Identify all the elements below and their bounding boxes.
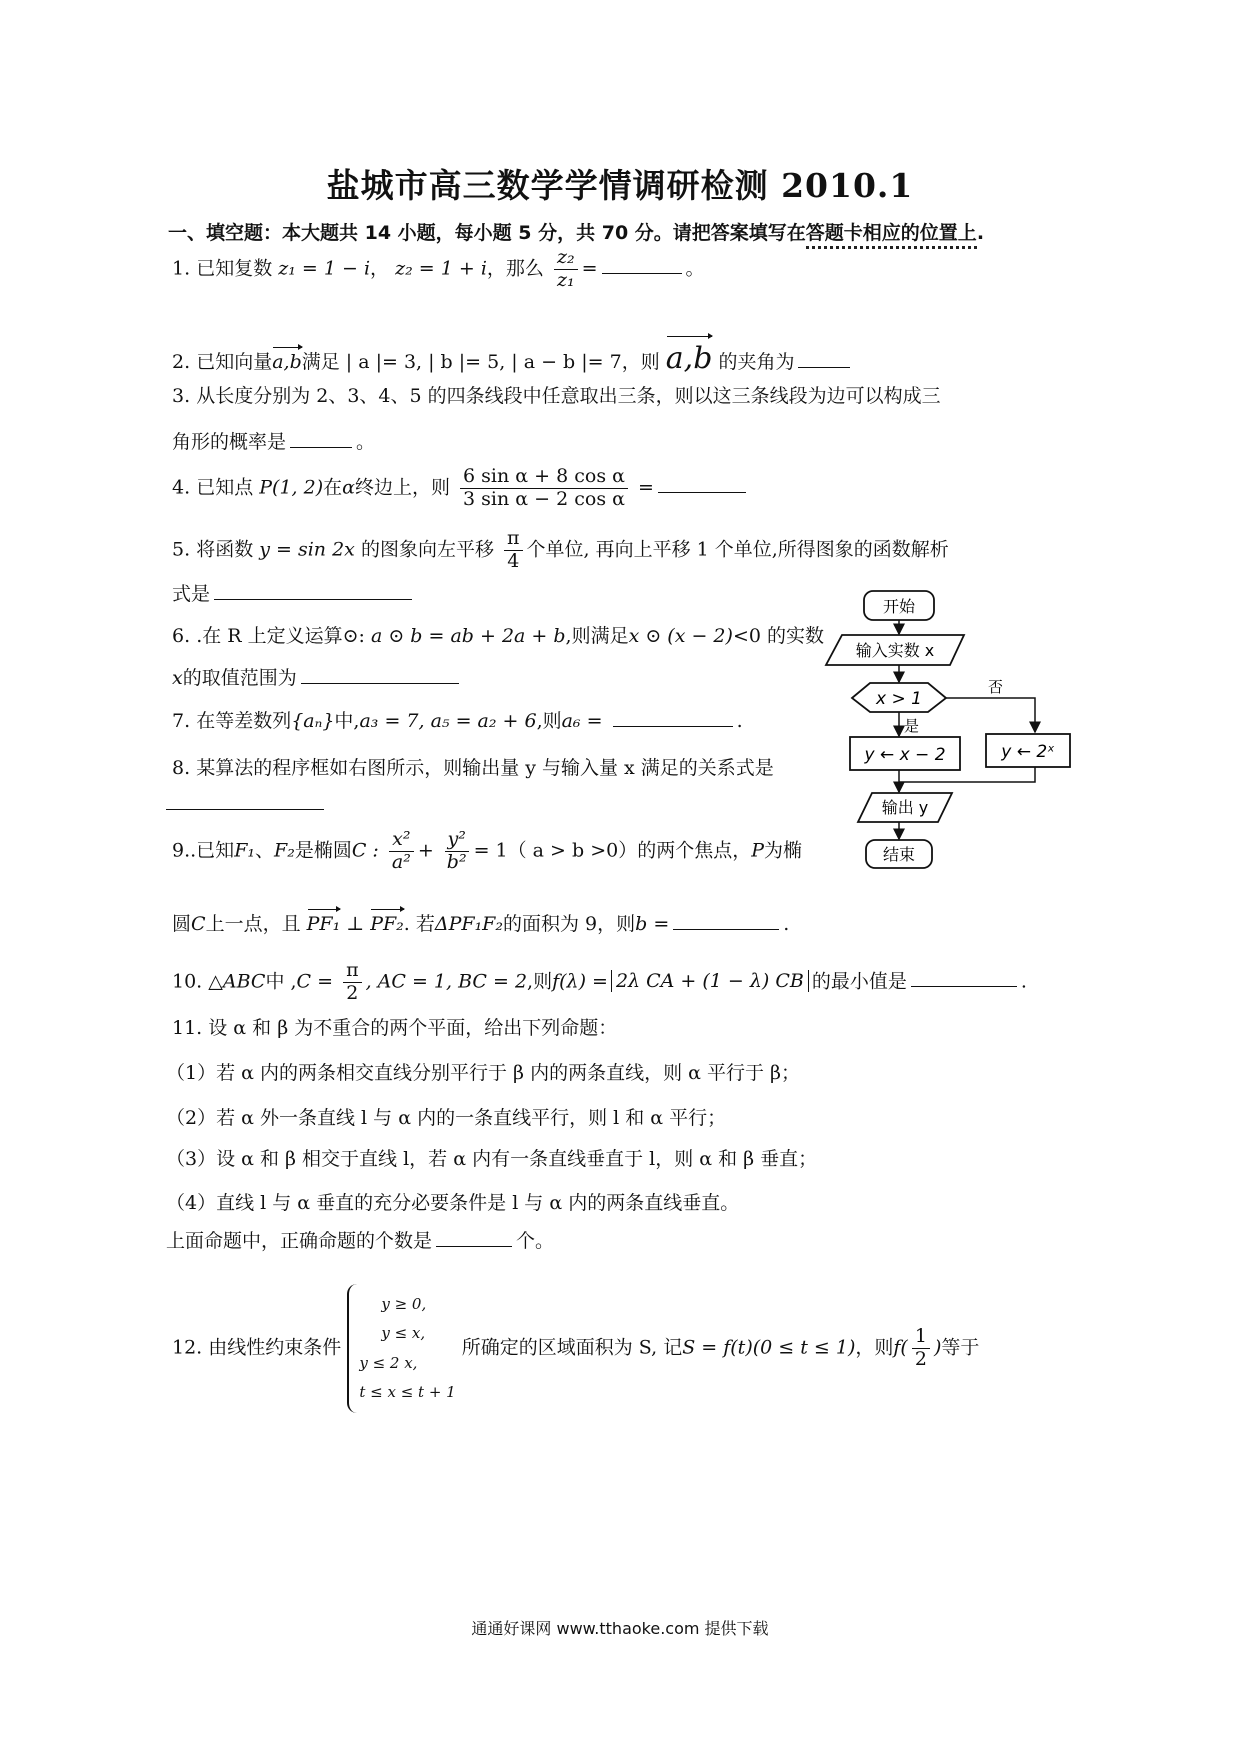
q11-ask-end: 个。 [516, 1230, 555, 1252]
q1-text: 已知复数 [196, 257, 273, 280]
q9-fraction-y [444, 829, 470, 874]
q8-answer-blank[interactable] [166, 808, 324, 810]
question-8 [172, 756, 774, 781]
q5-number: 5. [172, 538, 191, 561]
q5-frac-num: π [504, 528, 523, 551]
q9-f2: F₂ [274, 839, 295, 862]
question-5-cont [172, 582, 416, 607]
q2-text-d: 的夹角为 [718, 351, 795, 373]
q12-frac-den: 2 [914, 1348, 927, 1370]
q7-text-c: ,则 [536, 710, 562, 732]
section-heading [168, 218, 984, 245]
q12-text-d: 等于 [941, 1336, 980, 1359]
question-1 [172, 247, 705, 292]
q2-vectors-large: a,b [665, 341, 713, 376]
question-10 [172, 960, 1027, 1005]
question-6 [172, 624, 824, 649]
q12-constraint-1: y ≥ 0, [381, 1295, 427, 1313]
question-8-cont [172, 792, 328, 817]
q10-end: . [1020, 970, 1027, 993]
q12-fraction [912, 1326, 930, 1371]
q9-text-b: 是椭圆 [294, 839, 352, 862]
q1-answer-blank[interactable] [602, 272, 682, 274]
q12-function: S = f(t)(0 ≤ t ≤ 1) [682, 1336, 856, 1359]
q12-frac-num: 1 [912, 1326, 930, 1349]
question-11 [172, 1016, 617, 1041]
q1-number: 1. [172, 257, 191, 280]
q10-answer-blank[interactable] [911, 985, 1017, 987]
q2-answer-blank[interactable] [798, 366, 850, 368]
q12-constraint-4: t ≤ x ≤ t + 1 [359, 1382, 456, 1401]
question-9-cont [172, 912, 789, 937]
q4-equals: = [637, 476, 654, 499]
q9-frac1-num: x² [389, 829, 413, 852]
q12-constraint-system [347, 1284, 455, 1413]
q10-c-eq: C = [296, 970, 334, 993]
q12-text-b: 所确定的区域面积为 S, 记 [461, 1336, 683, 1359]
q3-number: 3. [172, 385, 191, 407]
flow-decision-label: x > 1 [876, 689, 922, 709]
q4-alpha: α [342, 476, 355, 499]
q9-line2c: 上一点，且 [205, 913, 301, 935]
q9-frac2-num: y² [445, 829, 469, 852]
q10-abs-expression: 2λ CA + (1 − λ) CB [611, 970, 809, 992]
flow-output-label: 输出 y [881, 798, 929, 817]
q9-line2a: 圆 [172, 913, 192, 935]
q5-frac-den: 4 [507, 549, 520, 572]
q2-text-c: ，则 [621, 351, 660, 373]
q9-frac2-den: b² [446, 850, 467, 873]
q7-condition: a₃ = 7, a₅ = a₂ + 6 [359, 710, 537, 732]
q4-frac-num: 6 sin α + 8 cos α [460, 466, 628, 489]
q7-text: 在等差数列 [196, 710, 292, 732]
q2-text: 已知向量 [196, 351, 273, 373]
section-heading-end: . [976, 222, 985, 244]
question-7 [172, 709, 743, 734]
q4-fraction [460, 466, 628, 511]
q11-ask [166, 1229, 554, 1254]
q9-perp: ⊥ [346, 913, 365, 935]
question-12 [172, 1284, 979, 1413]
q9-text-c: 为椭 [764, 839, 803, 862]
q10-number: 10. [172, 970, 203, 993]
question-2 [172, 339, 854, 378]
q1-equals: = [581, 257, 598, 280]
q7-target: a₆ = [561, 710, 603, 732]
q12-f-pre: f( [893, 1336, 908, 1359]
q1-end: 。 [685, 257, 705, 280]
q6-answer-blank[interactable] [301, 682, 459, 684]
q3-line1: 从长度分别为 2、3、4、5 的四条线段中任意取出三条，则以这三条线段为边可以构成三 [196, 385, 941, 407]
q12-constraint-3: y ≤ 2 x, [359, 1353, 418, 1372]
q9-curve: C : [351, 839, 379, 862]
q10-function: f(λ) = [552, 970, 608, 993]
q4-frac-den: 3 sin α − 2 cos α [463, 487, 625, 510]
q9-number: 9. [172, 839, 191, 862]
q12-f-post: ) [933, 1336, 942, 1359]
q10-rest: , AC = 1, BC = 2 [365, 970, 528, 993]
q7-number: 7. [172, 710, 191, 732]
flow-start-label: 开始 [882, 597, 916, 616]
q5-function: y = sin 2x [259, 538, 355, 561]
flowchart [820, 582, 1080, 882]
question-4 [172, 466, 750, 511]
q1-frac-den: z₁ [556, 268, 575, 291]
q4-text-b: 在 [323, 476, 343, 499]
q11-intro: 设 α 和 β 为不重合的两个平面，给出下列命题： [208, 1017, 618, 1039]
question-5 [172, 528, 949, 573]
q5-text-c: 个单位, 再向上平移 1 个单位,所得图象的函数解析 [526, 538, 949, 561]
q9-end: . [783, 913, 790, 935]
q1-comma: ， [370, 257, 390, 280]
q10-frac-num: π [343, 960, 362, 983]
q1-eq1: z₁ = 1 − i [278, 257, 371, 280]
q7-end: . [736, 710, 743, 732]
q9-p: P [751, 839, 765, 862]
q12-text-c: ，则 [855, 1336, 894, 1359]
q9-text-d: . 若 [403, 913, 435, 935]
q3-end: 。 [356, 431, 376, 453]
q4-text-c: 终边上，则 [354, 476, 450, 499]
q6-definition: a ⊙ b = ab + 2a + b [370, 625, 566, 647]
q5-answer-blank[interactable] [214, 598, 412, 600]
q11-ask-text: 上面命题中，正确命题的个数是 [166, 1230, 433, 1252]
q5-text: 将函数 [196, 538, 254, 561]
q11-item-4: （4）直线 l 与 α 垂直的充分必要条件是 l 与 α 内的两条直线垂直。 [166, 1192, 740, 1214]
q9-eq: = 1 [473, 839, 508, 862]
q9-fraction-x [389, 829, 414, 874]
q6-text-c: <0 的实数 [732, 625, 824, 647]
q9-f1: F₁ [234, 839, 255, 862]
q11-item-3: （3）设 α 和 β 相交于直线 l，若 α 内有一条直线垂直于 l，则 α 和 β 垂直； [166, 1148, 818, 1170]
q2-vectors: a,b [272, 351, 302, 373]
q7-answer-blank[interactable] [613, 725, 733, 727]
question-9 [172, 829, 802, 874]
q1-text-b: ，那么 [486, 257, 544, 280]
q7-text-b: 中, [334, 710, 360, 732]
q4-point: P(1, 2) [259, 476, 324, 499]
flow-end-label: 结束 [882, 845, 916, 864]
q4-number: 4. [172, 476, 191, 499]
q5-text-b: 的图象向左平移 [360, 538, 494, 561]
q9-line2b: C [191, 913, 206, 935]
q4-answer-blank[interactable] [658, 491, 746, 493]
q9-text: .已知 [190, 839, 235, 862]
flow-process-right-label: y ← 2ˣ [1001, 742, 1055, 762]
q10-frac-den: 2 [346, 981, 359, 1004]
q9-frac1-den: a² [391, 850, 411, 873]
q10-text-b: ,则 [527, 970, 553, 993]
q6-number: 6. [172, 625, 191, 647]
q11-item-1: （1）若 α 内的两条相交直线分别平行于 β 内的两条直线，则 α 平行于 β； [166, 1062, 800, 1084]
flow-process-left-label: y ← x − 2 [864, 745, 946, 765]
q4-text: 已知点 [196, 476, 254, 499]
q10-text-c: 的最小值是 [811, 970, 907, 993]
q9-triangle: ΔPF₁F₂ [434, 913, 503, 935]
q6-inequality: x ⊙ (x − 2) [628, 625, 733, 647]
q11-item-2: （2）若 α 外一条直线 l 与 α 内的一条直线平行，则 l 和 α 平行； [166, 1107, 727, 1129]
q5-fraction [504, 528, 523, 573]
q10-triangle: △ABC [208, 970, 266, 993]
q5-line2: 式是 [172, 583, 211, 605]
flow-no-label: 否 [988, 678, 1004, 696]
q12-constraint-2: y ≤ x, [381, 1324, 426, 1343]
q6-text-b: ,则满足 [565, 625, 629, 647]
q6-line2: 的取值范围为 [182, 667, 297, 689]
q9-sep: 、 [255, 839, 275, 862]
q1-frac-num: z₂ [554, 247, 578, 270]
flow-yes-label: 是 [904, 717, 920, 735]
q3-line2: 角形的概率是 [172, 431, 287, 453]
footer-credit: 通通好课网 www.tthaoke.com 提供下载 [471, 1619, 769, 1638]
q7-sequence: {aₙ} [291, 710, 335, 732]
page-title: 盐城市高三数学学情调研检测 2010.1 [326, 166, 914, 205]
q10-fraction [343, 960, 362, 1005]
q11-number: 11. [172, 1017, 203, 1039]
q1-fraction [554, 247, 578, 292]
q11-answer-blank[interactable] [436, 1245, 512, 1247]
q1-eq2: z₂ = 1 + i [395, 257, 487, 280]
q12-number: 12. [172, 1336, 203, 1359]
q6-text: .在 R 上定义运算⊙: [196, 625, 365, 647]
q9-condition: （ a > b >0）的两个焦点， [507, 839, 752, 862]
q9-pf2: PF₂ [370, 913, 404, 935]
q6-var: x [172, 667, 183, 689]
q2-condition: 满足 | a |= 3, | b |= 5, | a − b |= 7 [301, 351, 622, 373]
q3-answer-blank[interactable] [290, 446, 352, 448]
q9-answer-blank[interactable] [673, 928, 779, 930]
question-3 [172, 384, 941, 409]
question-3-cont [172, 430, 375, 455]
q10-text: 中 , [265, 970, 297, 993]
q8-text: 某算法的程序框如右图所示，则输出量 y 与输入量 x 满足的关系式是 [196, 757, 774, 779]
section-heading-emphasis: 答题卡相应的位置上 [806, 222, 977, 249]
flow-input-label: 输入实数 x [855, 641, 935, 660]
q12-text: 由线性约束条件 [208, 1336, 342, 1359]
q8-number: 8. [172, 757, 191, 779]
q9-text-e: 的面积为 9，则 [502, 913, 636, 935]
q2-number: 2. [172, 351, 191, 373]
q9-plus: + [417, 839, 434, 862]
question-6-cont [172, 666, 463, 691]
section-heading-text: 一、填空题：本大题共 14 小题，每小题 5 分，共 70 分。请把答案填写在 [168, 222, 806, 244]
q9-bvar: b = [635, 913, 670, 935]
q9-pf1: PF₁ [306, 913, 341, 935]
